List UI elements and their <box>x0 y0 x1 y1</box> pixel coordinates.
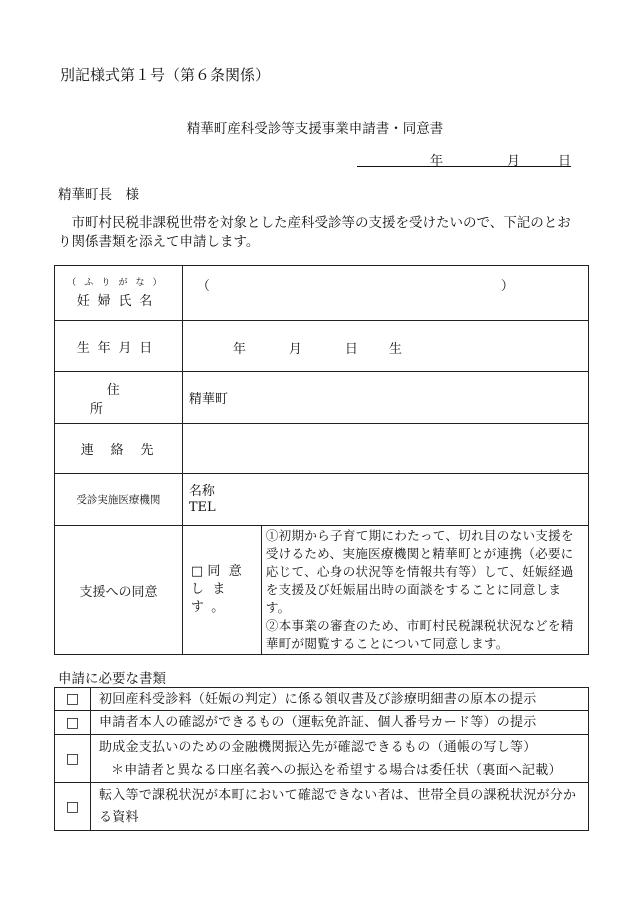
contact-input[interactable] <box>182 424 588 474</box>
address-input[interactable]: 精華町 <box>182 372 588 424</box>
institution-input[interactable] <box>182 474 588 526</box>
required-docs-heading: 申請に必要な書類 <box>58 671 166 687</box>
birth-label: 生年月日 <box>55 321 183 372</box>
consent-agree-text: 同意します。 <box>190 564 251 615</box>
address-row <box>55 372 589 424</box>
required-doc-text: 初回産科受診料（妊娠の判定）に係る領収書及び診療明細書の原本の提示 <box>90 688 588 711</box>
form-number-label: 別記様式第１号（第６条関係） <box>60 66 271 84</box>
addressee: 精華町長 様 <box>58 187 139 203</box>
birth-month-label: 月 <box>288 342 302 357</box>
consent-item-2: ②本事業の審査のため、市町村民税課税状況などを精華町が閲覧することについて同意します。 <box>265 618 574 651</box>
address-label-cell <box>55 372 183 424</box>
date-year-label: 年 <box>430 154 444 169</box>
required-doc-row <box>55 735 589 783</box>
required-doc-text <box>90 735 588 783</box>
birth-suffix-label: 生 <box>388 342 402 357</box>
institution-name-label: 名称 <box>188 483 215 499</box>
date-day-label: 日 <box>558 154 572 169</box>
consent-agree-cell[interactable] <box>182 526 261 655</box>
date-field[interactable] <box>357 150 571 167</box>
name-row <box>55 266 589 321</box>
consent-checkbox[interactable]: □ <box>190 564 204 579</box>
consent-label: 支援への同意 <box>55 526 183 655</box>
required-doc-main-text: 助成金支払いのための金融機関振込先が確認できるもの（通帳の写し等） <box>98 739 537 755</box>
furigana-label: （ふりがな） <box>67 278 170 288</box>
contact-label-cell <box>55 424 183 474</box>
contact-label: 連絡先 <box>80 443 171 458</box>
name-label-cell <box>55 266 183 321</box>
consent-item-1: ①初期から子育て期にわたって、切れ目のない支援を受けるため、実施医療機関と精華町とが連携（必要に応じて、心身の状況等を情報共有等）して、妊娠経過を支援及び妊娠届出時の面談をすることに同意します。 <box>265 528 574 615</box>
consent-terms <box>261 526 588 655</box>
required-doc-row <box>55 711 589 735</box>
name-input[interactable] <box>182 266 588 321</box>
required-doc-text: 転入等で課税状況が本町において確認できない者は、世帯全員の課税状況が分かる資料 <box>90 783 588 831</box>
institution-row <box>55 474 589 526</box>
furigana-open-paren: （ <box>196 279 210 294</box>
institution-tel-label: TEL <box>188 499 216 515</box>
birth-year-label: 年 <box>232 342 246 357</box>
document-title: 精華町産科受診等支援事業申請書・同意書 <box>186 121 444 137</box>
required-doc-checkbox[interactable]: □ <box>55 735 91 783</box>
date-month-label: 月 <box>507 154 521 169</box>
intro-paragraph: 市町村民税非課税世帯を対象とした産科受診等の支援を受けたいので、下記のとおり関係書類を添えて申請します。 <box>58 215 571 250</box>
required-doc-text: 申請者本人の確認ができるもの（運転免許証、個人番号カード等）の提示 <box>90 711 588 735</box>
birth-row <box>55 321 589 372</box>
required-doc-checkbox[interactable]: □ <box>55 688 91 711</box>
required-doc-row <box>55 688 589 711</box>
consent-row <box>55 526 589 655</box>
institution-label: 受診実施医療機関 <box>55 474 183 526</box>
name-label: 妊婦氏名 <box>76 294 161 309</box>
birth-day-label: 日 <box>344 342 358 357</box>
required-docs-table <box>54 687 589 831</box>
required-doc-row <box>55 783 589 831</box>
required-doc-checkbox[interactable]: □ <box>55 783 91 831</box>
furigana-close-paren: ） <box>500 279 514 294</box>
application-form-table <box>54 265 589 655</box>
birth-input[interactable] <box>182 321 588 372</box>
contact-row <box>55 424 589 474</box>
required-doc-note: ＊申請者と異なる口座名義への振込を希望する場合は委任状（裏面へ記載） <box>110 762 562 778</box>
required-doc-checkbox[interactable]: □ <box>55 711 91 735</box>
address-label: 住所 <box>89 382 164 417</box>
